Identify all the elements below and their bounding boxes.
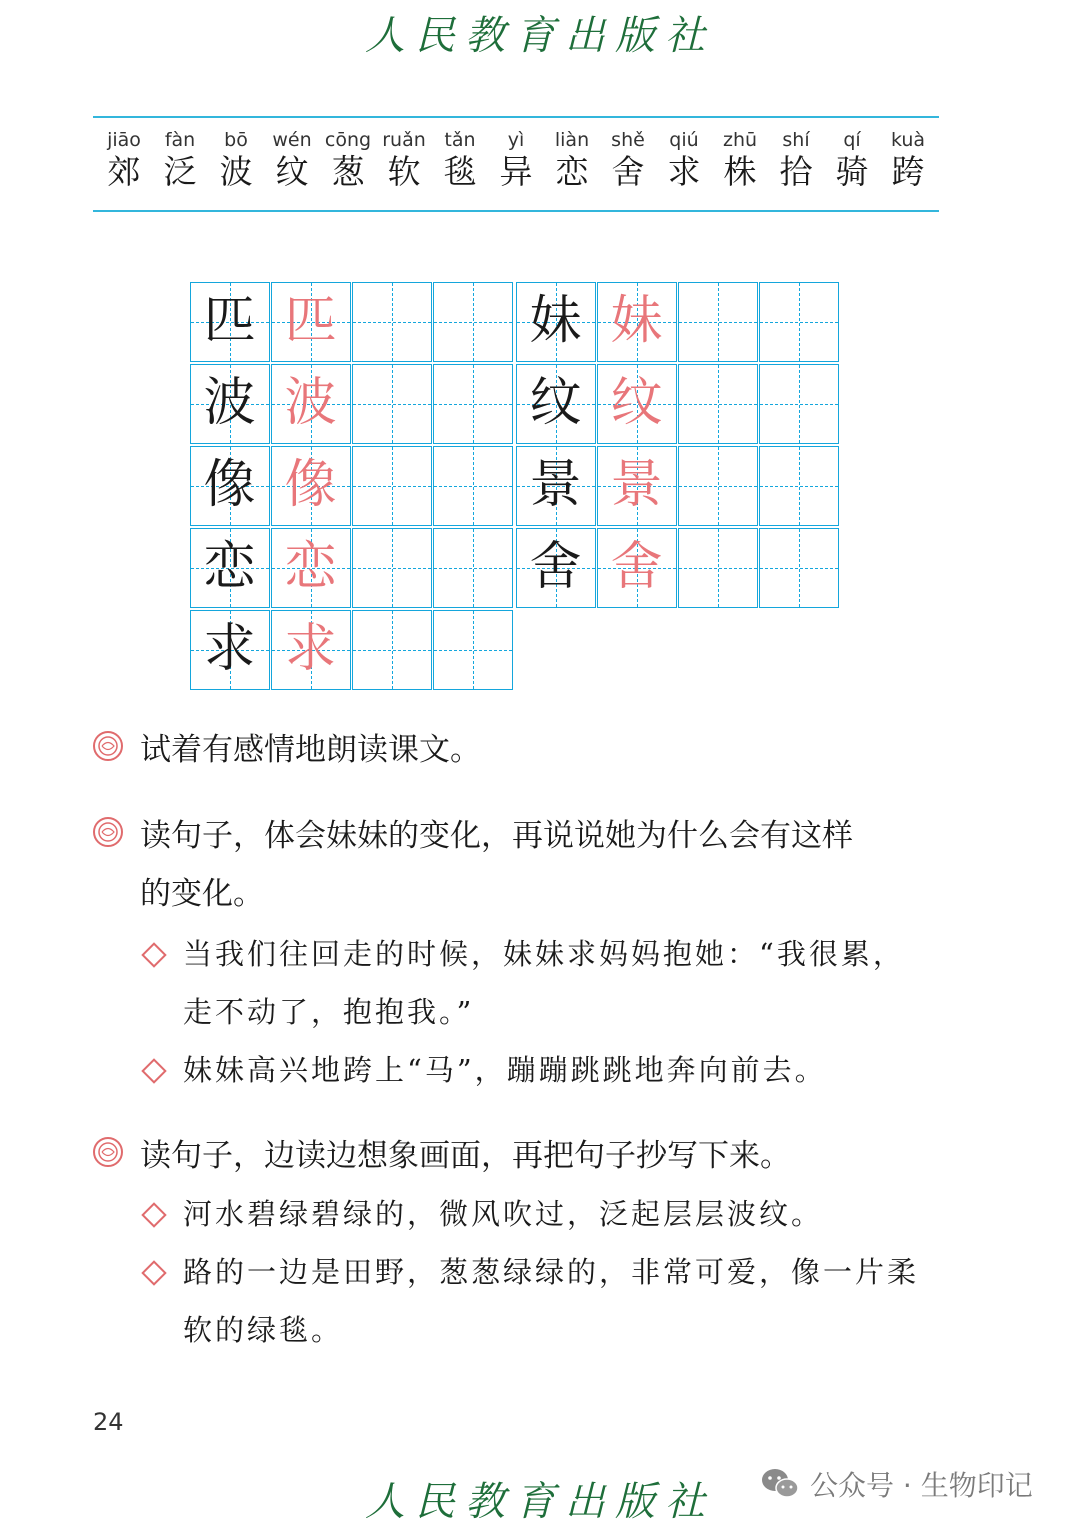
hanzi: 纹 — [275, 152, 309, 191]
grid-cell — [516, 364, 596, 444]
question-text: 的变化。 — [140, 876, 264, 912]
grid-cell — [597, 282, 677, 362]
pinyin: jiāo — [107, 129, 141, 151]
seal-bullet-icon — [92, 730, 124, 762]
pinyin: shě — [611, 129, 645, 151]
model-char: 求 — [203, 619, 256, 679]
pinyin: wén — [272, 129, 312, 151]
grid-cell — [597, 364, 677, 444]
trace-char: 求 — [284, 619, 337, 679]
grid-cell-empty — [352, 282, 432, 362]
grid-cell-empty — [759, 528, 839, 608]
hanzi: 波 — [219, 152, 253, 191]
grid-cell-empty — [759, 282, 839, 362]
model-char: 像 — [203, 455, 256, 515]
seal-bullet-icon — [92, 816, 124, 848]
hanzi: 株 — [723, 152, 757, 191]
watermark-text: 公众号 · 生物印记 — [810, 1469, 1033, 1502]
wechat-icon — [760, 1466, 800, 1502]
grid-cell — [190, 610, 270, 690]
pinyin: bō — [224, 129, 248, 151]
hanzi: 舍 — [611, 152, 645, 191]
sentence-text: 妹妹高兴地跨上“马”，蹦蹦跳跳地奔向前去。 — [183, 1053, 827, 1087]
diamond-bullet-icon — [141, 1202, 166, 1227]
grid-cell-empty — [433, 446, 513, 526]
hanzi: 求 — [667, 152, 701, 191]
trace-char: 恋 — [284, 537, 337, 597]
hanzi: 异 — [499, 152, 533, 191]
grid-cell — [516, 446, 596, 526]
trace-char: 景 — [610, 455, 663, 515]
pinyin: qiú — [669, 129, 699, 151]
grid-cell-empty — [352, 528, 432, 608]
hanzi: 软 — [387, 152, 421, 191]
trace-char: 像 — [284, 455, 337, 515]
pinyin: yì — [507, 129, 525, 151]
grid-cell — [271, 446, 351, 526]
question-text: 试着有感情地朗读课文。 — [140, 732, 481, 768]
vocabulary-band — [93, 116, 939, 212]
grid-cell — [516, 282, 596, 362]
grid-cell — [597, 446, 677, 526]
vocab-word — [432, 128, 488, 192]
grid-cell — [190, 446, 270, 526]
diamond-bullet-icon — [141, 1260, 166, 1285]
seal-bullet-icon — [92, 1136, 124, 1168]
grid-cell-empty — [352, 364, 432, 444]
grid-cell-empty — [759, 446, 839, 526]
trace-char: 匹 — [284, 291, 337, 351]
diamond-bullet-icon — [141, 1058, 166, 1083]
publisher-logo: 人民教育出版社 — [365, 13, 715, 59]
pinyin: tǎn — [444, 129, 476, 151]
model-char: 匹 — [203, 291, 256, 351]
grid-cell — [190, 282, 270, 362]
grid-cell — [190, 528, 270, 608]
model-char: 舍 — [529, 537, 582, 597]
trace-char: 纹 — [610, 373, 663, 433]
diamond-bullet-icon — [141, 942, 166, 967]
vocab-word — [152, 128, 208, 192]
grid-cell-empty — [433, 528, 513, 608]
grid-cell-empty — [352, 446, 432, 526]
hanzi: 泛 — [163, 152, 197, 191]
grid-cell — [190, 364, 270, 444]
grid-cell — [271, 364, 351, 444]
sentence-text: 软的绿毯。 — [183, 1313, 344, 1347]
grid-cell — [271, 528, 351, 608]
model-char: 纹 — [529, 373, 582, 433]
hanzi: 郊 — [107, 152, 141, 191]
hanzi: 毯 — [443, 152, 477, 191]
grid-cell-empty — [352, 610, 432, 690]
pinyin: cōng — [324, 129, 372, 151]
sentence-text: 走不动了，抱抱我。” — [183, 995, 475, 1029]
watermark — [760, 1464, 1033, 1504]
hanzi: 跨 — [891, 152, 925, 191]
grid-cell — [516, 528, 596, 608]
grid-cell-empty — [433, 610, 513, 690]
trace-char: 波 — [284, 373, 337, 433]
vocab-word — [96, 128, 152, 192]
question-text: 读句子，体会妹妹的变化，再说说她为什么会有这样 — [140, 818, 853, 854]
pinyin: fàn — [164, 129, 196, 151]
pinyin: kuà — [890, 129, 926, 151]
vocab-word — [600, 128, 656, 192]
vocab-word — [824, 128, 880, 192]
sentence-text: 路的一边是田野，葱葱绿绿的，非常可爱，像一片柔 — [183, 1255, 920, 1289]
sentence-text: 河水碧绿碧绿的，微风吹过，泛起层层波纹。 — [183, 1197, 824, 1231]
vocab-word — [544, 128, 600, 192]
vocab-word — [768, 128, 824, 192]
grid-cell-empty — [433, 282, 513, 362]
grid-cell — [271, 610, 351, 690]
model-char: 波 — [203, 373, 256, 433]
hanzi: 葱 — [331, 152, 365, 191]
grid-cell-empty — [678, 282, 758, 362]
hanzi: 拾 — [779, 152, 813, 191]
grid-cell-empty — [678, 446, 758, 526]
pinyin: zhū — [722, 129, 758, 151]
pinyin: liàn — [554, 129, 590, 151]
grid-cell-empty — [678, 364, 758, 444]
model-char: 恋 — [203, 537, 256, 597]
grid-cell-empty — [759, 364, 839, 444]
pinyin: qí — [843, 129, 861, 151]
question-text: 读句子，边读边想象画面，再把句子抄写下来。 — [140, 1138, 791, 1174]
vocab-word — [656, 128, 712, 192]
grid-cell — [597, 528, 677, 608]
trace-char: 舍 — [610, 537, 663, 597]
vocab-word — [320, 128, 376, 192]
pinyin: shí — [782, 129, 810, 151]
grid-cell — [271, 282, 351, 362]
page-number: 24 — [93, 1408, 124, 1436]
vocab-word — [880, 128, 936, 192]
publisher-logo: 人民教育出版社 — [365, 1479, 715, 1525]
pinyin: ruǎn — [382, 129, 426, 151]
vocab-word — [264, 128, 320, 192]
vocab-word — [208, 128, 264, 192]
vocab-word — [488, 128, 544, 192]
vocab-word — [712, 128, 768, 192]
model-char: 景 — [529, 455, 582, 515]
grid-cell-empty — [433, 364, 513, 444]
sentence-text: 当我们往回走的时候，妹妹求妈妈抱她：“我很累， — [183, 937, 905, 971]
trace-char: 妹 — [610, 291, 663, 351]
hanzi: 恋 — [555, 152, 589, 191]
hanzi: 骑 — [835, 152, 869, 191]
grid-cell-empty — [678, 528, 758, 608]
vocab-word — [376, 128, 432, 192]
model-char: 妹 — [529, 291, 582, 351]
